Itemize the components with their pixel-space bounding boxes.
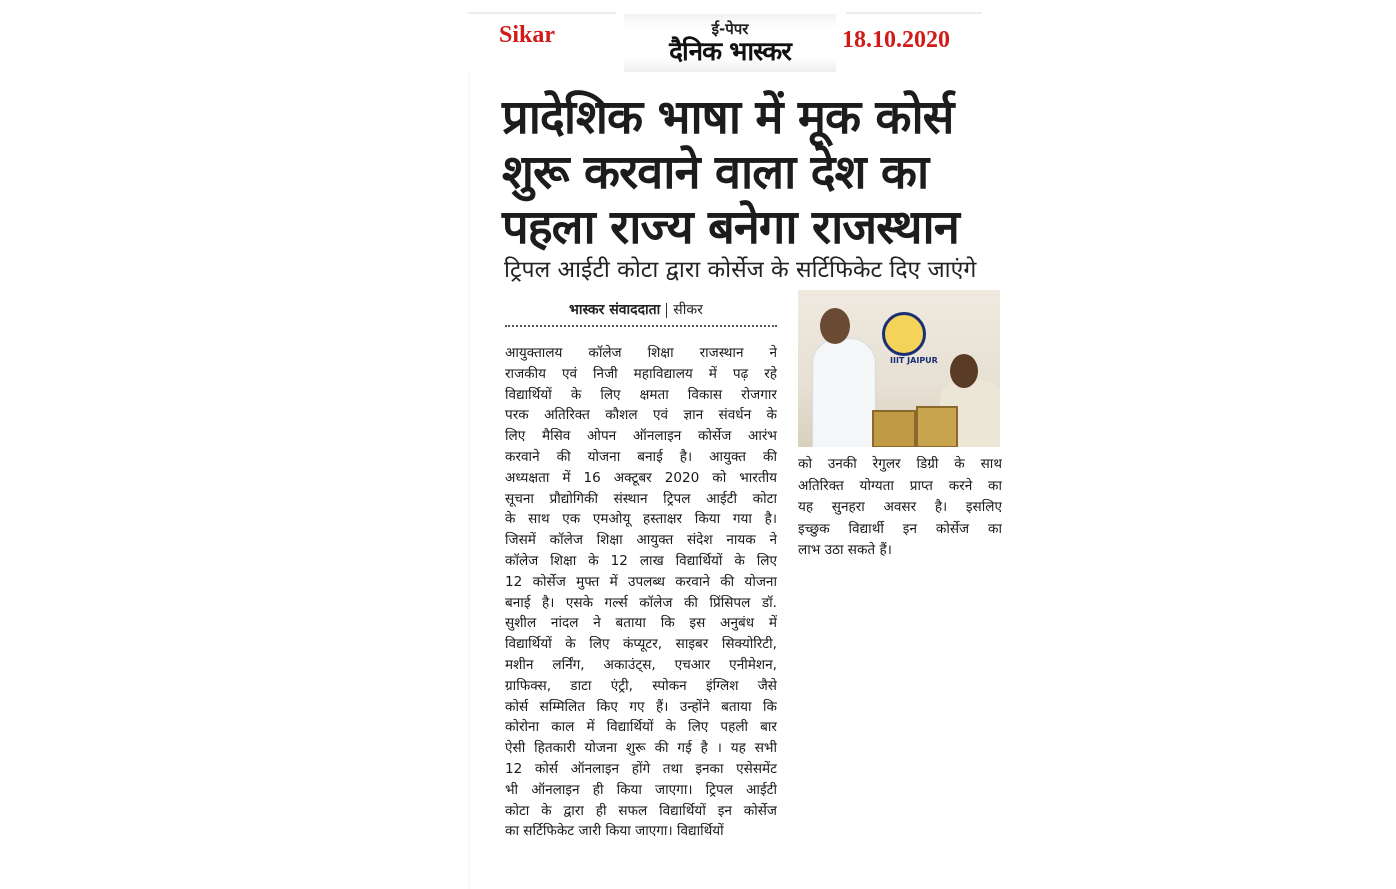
headline-line: शुरू करवाने वाला देश का: [502, 145, 929, 200]
body-line: लिए मैसिव ओपन ऑनलाइन कोर्सेज आरंभ: [505, 428, 777, 445]
body-line: 12 कोर्स ऑनलाइन होंगे तथा इनका एसेसमेंट: [505, 760, 777, 777]
mou-document-right: [916, 406, 958, 447]
body-line: कॉलेज शिक्षा के 12 लाख विद्यार्थियों के लिए: [505, 552, 777, 569]
headline-line: प्रादेशिक भाषा में मूक कोर्स: [502, 90, 954, 145]
body-line: विद्यार्थियों के लिए क्षमता विकास रोजगार: [505, 386, 777, 403]
side-line: को उनकी रेगुलर डिग्री के साथ: [798, 456, 1002, 472]
body-line: राजकीय एवं निजी महाविद्यालय में पढ़ रहे: [505, 365, 777, 382]
byline: [569, 300, 703, 319]
edition-date: 18.10.2020: [842, 27, 950, 53]
body-line: मशीन लर्निंग, अकाउंट्स, एचआर एनीमेशन,: [505, 656, 777, 673]
article-body: [505, 343, 777, 842]
headline: [502, 90, 982, 255]
body-line: ऐसी हितकारी योजना शुरू की गई है । यह सभी: [505, 740, 777, 757]
page-edge: [468, 72, 474, 889]
masthead-logo: दैनिक भास्कर: [669, 37, 791, 67]
body-line: भी ऑनलाइन ही किया जाएगा। ट्रिपल आईटी: [505, 781, 777, 798]
body-line: परक अतिरिक्त कौशल एवं ज्ञान संवर्धन के: [505, 407, 777, 424]
body-line: सुशील नांदल ने बताया कि इस अनुबंध में: [505, 615, 777, 632]
body-line: करवाने की योजना बनाई है। आयुक्त की: [505, 448, 777, 465]
top-rule-left: [468, 12, 616, 14]
body-line: कोर्स सम्मिलित किए गए हैं। उन्होंने बताया कि: [505, 698, 777, 715]
body-line: अध्यक्षता में 16 अक्टूबर 2020 को भारतीय: [505, 469, 777, 486]
top-rule-right: [846, 12, 982, 14]
masthead-subtitle: ई-पेपर: [711, 20, 749, 38]
body-line: बनाई है। एसके गर्ल्स कॉलेज की प्रिंसिपल डॉ.: [505, 594, 777, 611]
edition-city: Sikar: [499, 22, 556, 48]
body-line: कोटा के द्वारा ही सफल विद्यार्थियों इन कोर्सेज: [505, 802, 777, 819]
subheadline: ट्रिपल आईटी कोटा द्वारा कोर्सेज के सर्टिफिकेट दिए जाएंगे: [504, 257, 977, 283]
dotted-rule: [505, 325, 777, 327]
body-line: सूचना प्रौद्योगिकी संस्थान ट्रिपल आईटी कोटा: [505, 490, 777, 507]
side-line: इच्छुक विद्यार्थी इन कोर्सेज का: [798, 520, 1002, 537]
byline-divider: [666, 303, 667, 318]
photo-backdrop-text: IIIT JAIPUR: [890, 356, 938, 365]
body-line: का सर्टिफिकेट जारी किया जाएगा। विद्यार्थियों: [505, 823, 724, 840]
masthead: [624, 14, 836, 72]
body-line: कोरोना काल में विद्यार्थियों के लिए पहली बार: [505, 719, 777, 736]
side-line: अतिरिक्त योग्यता प्राप्त करने का: [798, 477, 1002, 494]
body-line: आयुक्तालय कॉलेज शिक्षा राजस्थान ने: [505, 345, 777, 361]
body-line: के साथ एक एमओयू हस्ताक्षर किया गया है।: [505, 511, 777, 528]
person-left-head: [820, 308, 850, 344]
body-line: 12 कोर्सेज मुफ्त में उपलब्ध करवाने की योजना: [505, 573, 777, 590]
person-right-head: [950, 354, 978, 388]
article-continuation: [798, 454, 1002, 562]
byline-place: सीकर: [673, 302, 703, 318]
person-left: [812, 338, 876, 447]
institute-emblem: [882, 312, 926, 356]
byline-author: भास्कर संवाददाता: [569, 302, 661, 318]
body-line: ग्राफिक्स, डाटा एंट्री, स्पोकन इंग्लिश जैसे: [505, 677, 777, 694]
article-photo: [798, 290, 1000, 447]
body-line: जिसमें कॉलेज शिक्षा आयुक्त संदेश नायक ने: [505, 532, 777, 549]
body-line: विद्यार्थियों के लिए कंप्यूटर, साइबर सिक्योरिटी,: [505, 636, 777, 653]
side-line: यह सुनहरा अवसर है। इसलिए: [798, 499, 1002, 515]
side-line: लाभ उठा सकते हैं।: [798, 542, 892, 558]
headline-line: पहला राज्य बनेगा राजस्थान: [502, 200, 959, 255]
mou-document-left: [872, 410, 916, 447]
